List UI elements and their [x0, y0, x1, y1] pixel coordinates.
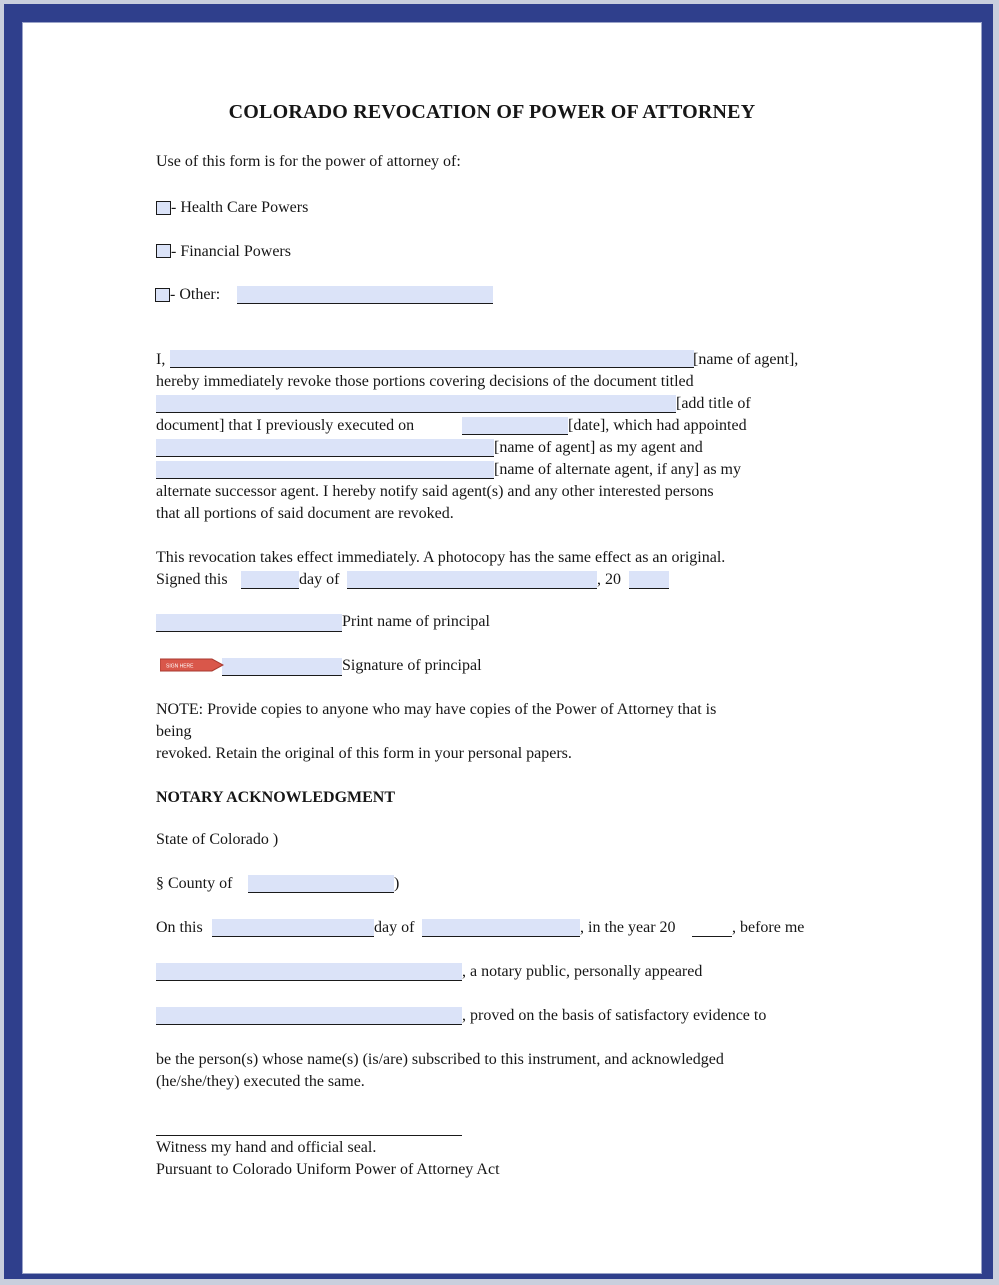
- note-line1: NOTE: Provide copies to anyone who may have copies of the Power of Attorney that is: [156, 701, 717, 718]
- notary-month-field[interactable]: [422, 919, 580, 937]
- body-line7: alternate successor agent. I hereby notify said agent(s) and any other interested persons: [156, 483, 714, 500]
- body-line6-end: [name of alternate agent, if any] as my: [494, 461, 741, 478]
- page-frame: [4, 4, 993, 1279]
- other-checkbox[interactable]: [155, 288, 170, 302]
- notary-in-year: , in the year 20: [580, 919, 676, 936]
- agent-name-field[interactable]: [170, 350, 694, 368]
- signed-day-field[interactable]: [241, 571, 299, 589]
- health-care-label: - Health Care Powers: [171, 199, 309, 216]
- document-page: [22, 22, 982, 1274]
- note-line3: revoked. Retain the original of this form in your personal papers.: [156, 745, 572, 762]
- notary-signature-line: [156, 1135, 462, 1136]
- health-care-checkbox[interactable]: [156, 201, 171, 215]
- notary-before-me: , before me: [732, 919, 805, 936]
- notary-public-name-field[interactable]: [156, 963, 462, 981]
- notary-day-of: day of: [374, 919, 415, 936]
- notary-day-field[interactable]: [212, 919, 374, 937]
- county-field[interactable]: [248, 875, 394, 893]
- body-line5-end: [name of agent] as my agent and: [494, 439, 703, 456]
- body-line2: hereby immediately revoke those portions covering decisions of the document titled: [156, 373, 694, 390]
- alternate-agent-field[interactable]: [156, 461, 494, 479]
- signature-field[interactable]: [222, 658, 342, 676]
- signed-year-prefix: , 20: [597, 571, 621, 588]
- executed-date-field[interactable]: [462, 417, 568, 435]
- body-line4-start: document] that I previously executed on: [156, 417, 415, 434]
- body-line1-end: [name of agent],: [693, 351, 799, 368]
- notary-public-text: , a notary public, personally appeared: [462, 963, 703, 980]
- other-label: - Other:: [170, 286, 221, 303]
- financial-checkbox[interactable]: [156, 244, 171, 258]
- financial-label: - Financial Powers: [171, 243, 291, 260]
- body-line4-end: [date], which had appointed: [568, 417, 747, 434]
- effect-text: This revocation takes effect immediately. A photocopy has the same effect as an original.: [156, 549, 726, 566]
- notary-be-person-line1: be the person(s) whose name(s) (is/are) subscribed to this instrument, and acknowledged: [156, 1051, 724, 1068]
- body-line3-end: [add title of: [676, 395, 751, 412]
- print-name-field[interactable]: [156, 614, 342, 632]
- signed-month-field[interactable]: [347, 571, 597, 589]
- intro-text: Use of this form is for the power of attorney of:: [156, 153, 461, 170]
- notary-witness: Witness my hand and official seal.: [156, 1139, 377, 1156]
- document-title-field[interactable]: [156, 395, 676, 413]
- signed-prefix: Signed this: [156, 571, 228, 588]
- signature-label: Signature of principal: [342, 657, 482, 674]
- signed-day-of: day of: [299, 571, 340, 588]
- notary-on-this: On this: [156, 919, 203, 936]
- notary-pursuant: Pursuant to Colorado Uniform Power of Attorney Act: [156, 1161, 500, 1178]
- sign-here-tag-text: SIGN HERE: [166, 663, 194, 670]
- notary-county-prefix: § County of: [156, 875, 233, 892]
- body-line1-start: I,: [156, 351, 166, 368]
- notary-be-person-line2: (he/she/they) executed the same.: [156, 1073, 365, 1090]
- appointed-agent-field[interactable]: [156, 439, 494, 457]
- appeared-person-field[interactable]: [156, 1007, 462, 1025]
- signed-year-field[interactable]: [629, 571, 669, 589]
- note-line2: being: [156, 723, 192, 740]
- other-field[interactable]: [237, 286, 493, 304]
- sign-here-arrow-icon[interactable]: [160, 658, 224, 672]
- notary-year-field[interactable]: [692, 919, 732, 937]
- notary-state: State of Colorado ): [156, 831, 279, 848]
- notary-heading: NOTARY ACKNOWLEDGMENT: [156, 789, 396, 806]
- page-title: COLORADO REVOCATION OF POWER OF ATTORNEY: [228, 101, 756, 123]
- notary-county-suffix: ): [394, 875, 400, 892]
- notary-proved-text: , proved on the basis of satisfactory evidence to: [462, 1007, 767, 1024]
- print-name-label: Print name of principal: [342, 613, 490, 630]
- body-line8: that all portions of said document are revoked.: [156, 505, 454, 522]
